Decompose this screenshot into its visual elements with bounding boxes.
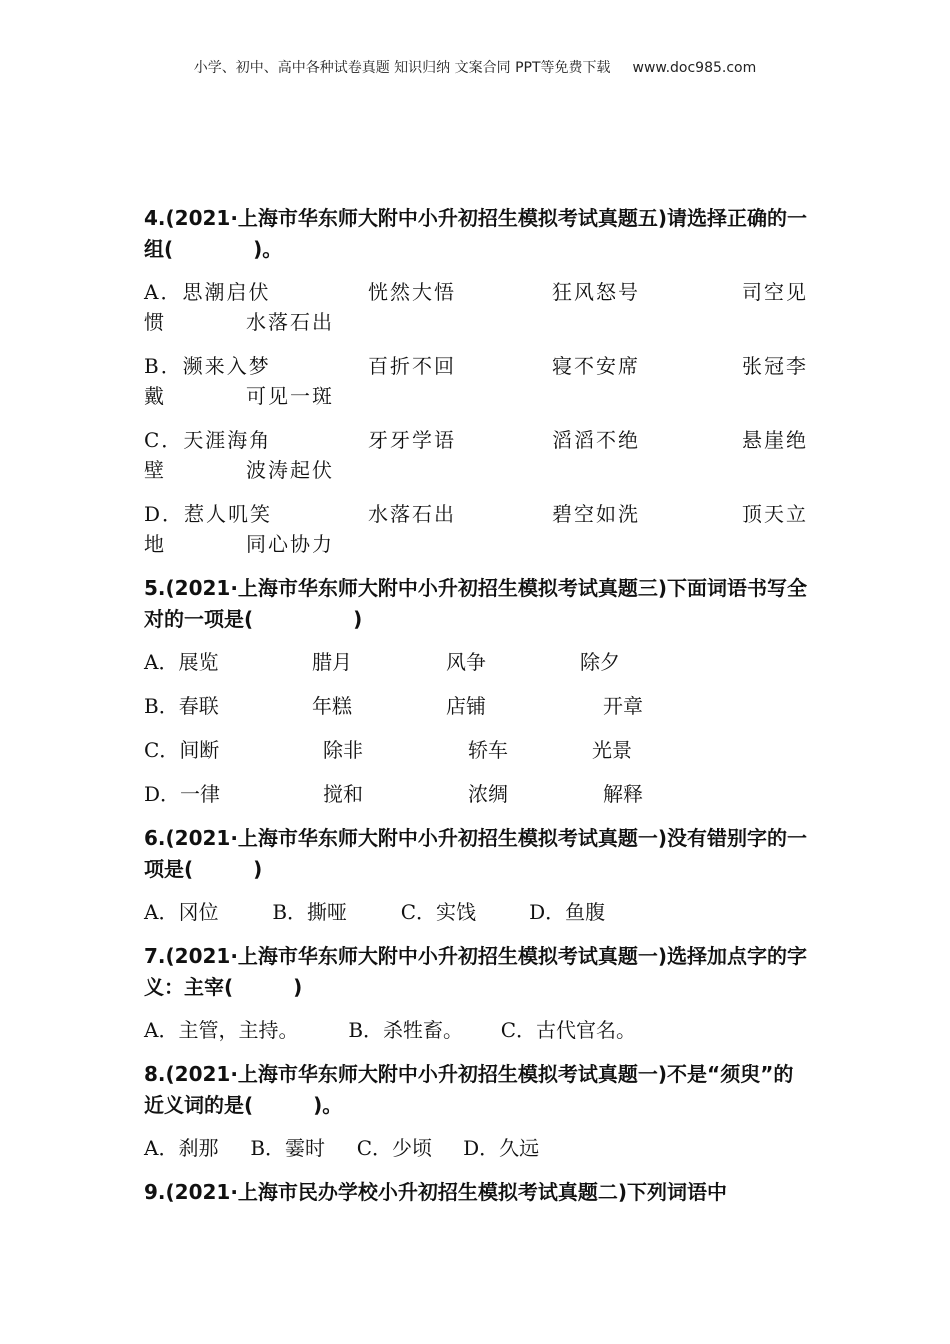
question-stem: 8.(2021·上海市华东师大附中小升初招生模拟考试真题一)不是“须臾”的近义词的是( )。 bbox=[144, 1062, 794, 1117]
option-word: 司空见 bbox=[742, 280, 808, 304]
option-a bbox=[144, 277, 808, 337]
option-word: 同心协力 bbox=[246, 532, 334, 556]
option-a: A．冈位 bbox=[144, 900, 219, 924]
option-c: C．实饯 bbox=[400, 900, 477, 924]
option-a: A．刹那 bbox=[144, 1136, 219, 1160]
option-a: A．主管，主持。 bbox=[144, 1018, 299, 1042]
option-word-wrap: 地 bbox=[144, 532, 166, 556]
option-word-wrap: 壁 bbox=[144, 458, 166, 482]
question-stem: 9.(2021·上海市民办学校小升初招生模拟考试真题二)下列词语中 bbox=[144, 1180, 728, 1204]
option-word: 春联 bbox=[178, 694, 219, 718]
question-stem: 7.(2021·上海市华东师大附中小升初招生模拟考试真题一)选择加点字的字义：主宰( ) bbox=[144, 944, 808, 999]
option-word: 百折不回 bbox=[368, 354, 456, 378]
option-word: 惹人叽笑 bbox=[184, 502, 273, 526]
option-d: D．鱼腹 bbox=[529, 900, 606, 924]
option-word: 牙牙学语 bbox=[368, 428, 456, 452]
option-word: 年糕 bbox=[312, 694, 352, 718]
option-c: C．古代官名。 bbox=[500, 1018, 637, 1042]
options-line bbox=[144, 897, 808, 927]
option-letter: B． bbox=[144, 354, 183, 378]
option-word: 解释 bbox=[603, 782, 643, 806]
question-9 bbox=[144, 1177, 808, 1208]
option-b: B．霎时 bbox=[250, 1136, 326, 1160]
option-c bbox=[144, 735, 808, 765]
option-b bbox=[144, 691, 808, 721]
option-d: D．久远 bbox=[463, 1136, 540, 1160]
option-word-wrap: 戴 bbox=[144, 384, 166, 408]
option-word-wrap: 惯 bbox=[144, 310, 166, 334]
option-word: 狂风怒号 bbox=[552, 280, 640, 304]
question-stem: 5.(2021·上海市华东师大附中小升初招生模拟考试真题三)下面词语书写全对的一项是( ) bbox=[144, 576, 808, 631]
option-word: 波涛起伏 bbox=[246, 458, 334, 482]
option-word: 顶天立 bbox=[742, 502, 808, 526]
option-word: 除非 bbox=[323, 738, 363, 762]
options-line bbox=[144, 1133, 808, 1163]
option-word: 店铺 bbox=[446, 694, 486, 718]
question-stem: 4.(2021·上海市华东师大附中小升初招生模拟考试真题五)请选择正确的一组( )。 bbox=[144, 206, 808, 261]
page-header bbox=[0, 57, 950, 77]
option-word: 天涯海角 bbox=[183, 428, 272, 452]
option-word: 轿车 bbox=[468, 738, 508, 762]
header-text: 小学、初中、高中各种试卷真题 知识归纳 文案合同 PPT等免费下载 bbox=[193, 60, 611, 76]
question-8 bbox=[144, 1059, 808, 1163]
option-letter: C． bbox=[144, 738, 180, 762]
question-5 bbox=[144, 573, 808, 809]
option-word: 张冠李 bbox=[742, 354, 808, 378]
option-word: 搅和 bbox=[323, 782, 363, 806]
option-word: 腊月 bbox=[312, 650, 352, 674]
header-url[interactable]: www.doc985.com bbox=[632, 60, 757, 76]
option-letter: B． bbox=[144, 694, 179, 718]
option-b: B．撕哑 bbox=[272, 900, 348, 924]
option-word: 碧空如洗 bbox=[552, 502, 640, 526]
option-word: 濒来入梦 bbox=[182, 354, 271, 378]
question-7 bbox=[144, 941, 808, 1045]
option-word: 可见一斑 bbox=[246, 384, 334, 408]
option-d bbox=[144, 499, 808, 559]
option-b: B．杀牲畜。 bbox=[348, 1018, 464, 1042]
option-word: 悬崖绝 bbox=[742, 428, 808, 452]
option-word: 水落石出 bbox=[246, 310, 334, 334]
option-letter: C． bbox=[144, 428, 184, 452]
option-word: 除夕 bbox=[580, 650, 620, 674]
option-word: 开章 bbox=[603, 694, 643, 718]
option-letter: D． bbox=[144, 782, 181, 806]
option-d bbox=[144, 779, 808, 809]
option-letter: A． bbox=[144, 650, 179, 674]
question-stem: 6.(2021·上海市华东师大附中小升初招生模拟考试真题一)没有错别字的一项是( ) bbox=[144, 826, 808, 881]
question-4 bbox=[144, 203, 808, 559]
option-b bbox=[144, 351, 808, 411]
option-word: 一律 bbox=[180, 782, 221, 806]
option-word: 恍然大悟 bbox=[368, 280, 456, 304]
option-letter: A． bbox=[144, 280, 183, 304]
question-6 bbox=[144, 823, 808, 927]
option-c: C．少顷 bbox=[356, 1136, 433, 1160]
option-word: 光景 bbox=[592, 738, 632, 762]
option-c bbox=[144, 425, 808, 485]
option-word: 水落石出 bbox=[368, 502, 456, 526]
option-letter: D． bbox=[144, 502, 185, 526]
option-word: 滔滔不绝 bbox=[552, 428, 640, 452]
option-word: 展览 bbox=[178, 650, 219, 674]
option-word: 思潮启伏 bbox=[182, 280, 271, 304]
document-body bbox=[144, 203, 808, 1220]
option-a bbox=[144, 647, 808, 677]
option-word: 寝不安席 bbox=[552, 354, 640, 378]
option-word: 浓绸 bbox=[468, 782, 508, 806]
options-line bbox=[144, 1015, 808, 1045]
option-word: 风争 bbox=[446, 650, 486, 674]
option-word: 间断 bbox=[179, 738, 220, 762]
